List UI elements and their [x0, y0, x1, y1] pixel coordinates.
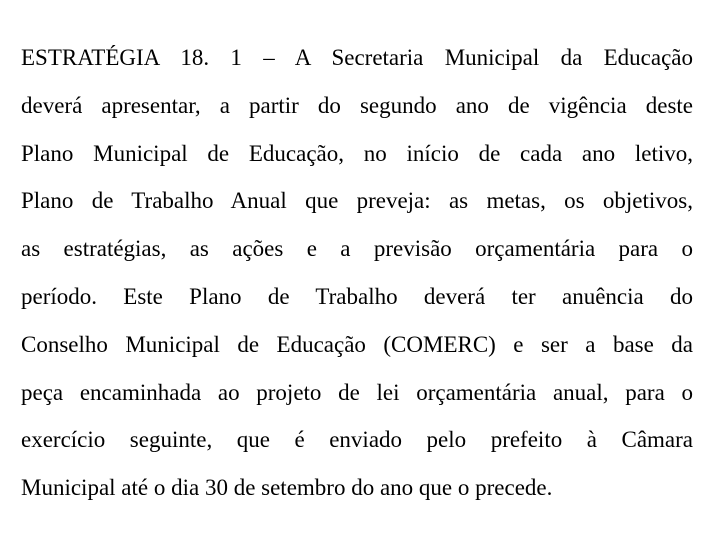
paragraph-line-last: Municipal até o dia 30 de setembro do ano que o precede. [21, 475, 553, 501]
paragraph-line: ESTRATÉGIA 18. 1 – A Secretaria Municipal da Educação [21, 45, 693, 70]
paragraph-line: exercício seguinte, que é enviado pelo prefeito à Câmara [21, 427, 693, 453]
paragraph-line: peça encaminhada ao projeto de lei orçamentária anual, para o [21, 379, 693, 405]
paragraph-line: período. Este Plano de Trabalho deverá ter anuência do [21, 283, 693, 309]
paragraph-line: Plano Municipal de Educação, no início de cada ano letivo, [21, 140, 693, 166]
paragraph-line: Conselho Municipal de Educação (COMERC) e ser a base da [21, 331, 693, 357]
paragraph-line: Plano de Trabalho Anual que preveja: as metas, os objetivos, [21, 188, 693, 214]
paragraph-line: as estratégias, as ações e a previsão orçamentária para o [21, 236, 693, 262]
document-paragraph [21, 34, 693, 512]
paragraph-line: deverá apresentar, a partir do segundo ano de vigência deste [21, 92, 693, 118]
